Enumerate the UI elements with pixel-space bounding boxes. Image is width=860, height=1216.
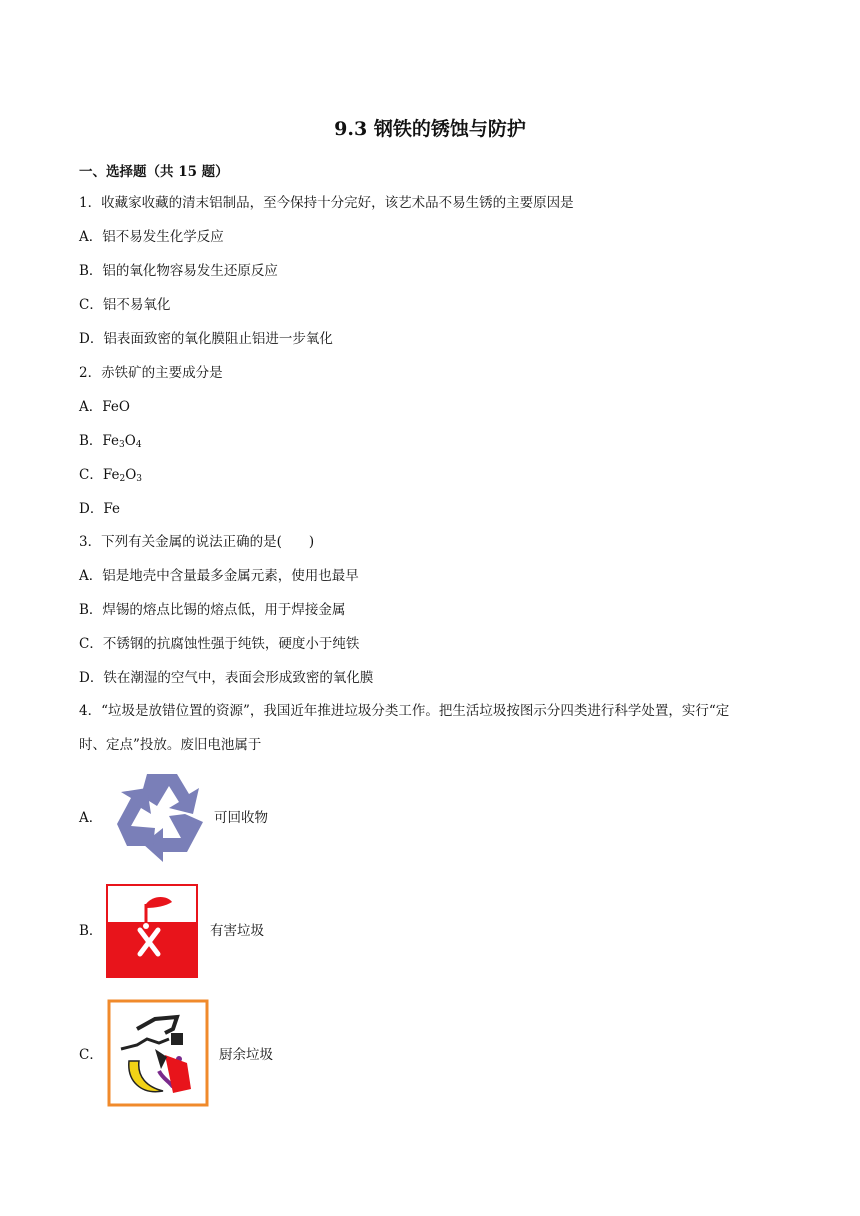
question-4-option-c-text: 厨余垃圾 xyxy=(219,1047,273,1063)
question-4-stem-line-1: 4．“垃圾是放错位置的资源”，我国近年推进垃圾分类工作。把生活垃圾按图示分四类进行科学处置，实行“定 xyxy=(79,703,730,719)
question-2-option-a: A．FeO xyxy=(79,399,130,415)
question-4-option-c-label: C． xyxy=(79,1047,103,1063)
question-4-stem-line-2: 时、定点”投放。废旧电池属于 xyxy=(79,737,262,753)
question-3-stem: 3．下列有关金属的说法正确的是( ) xyxy=(79,534,315,550)
question-2-option-b: B．$Fe_3O_4$ xyxy=(79,433,142,450)
recycle-icon xyxy=(107,766,213,862)
question-4-option-a-text: 可回收物 xyxy=(214,810,268,826)
question-4-option-a-label: A． xyxy=(79,810,103,826)
question-1-option-d: D．铝表面致密的氧化膜阻止铝进一步氧化 xyxy=(79,331,333,347)
question-1-stem: 1．收藏家收藏的清末铝制品，至今保持十分完好，该艺术品不易生锈的主要原因是 xyxy=(79,195,574,211)
question-3-option-a: A．铝是地壳中含量最多金属元素，使用也最早 xyxy=(79,568,359,584)
kitchen-waste-icon xyxy=(107,999,209,1107)
question-2-option-d: D．Fe xyxy=(79,501,120,517)
question-3-option-b: B．焊锡的熔点比锡的熔点低，用于焊接金属 xyxy=(79,602,346,618)
question-3-option-c: C．不锈钢的抗腐蚀性强于纯铁，硬度小于纯铁 xyxy=(79,636,360,652)
question-1-option-a: A．铝不易发生化学反应 xyxy=(79,229,224,245)
hazardous-waste-icon xyxy=(106,884,198,978)
question-1-option-b: B．铝的氧化物容易发生还原反应 xyxy=(79,263,278,279)
question-3-option-d: D．铁在潮湿的空气中，表面会形成致密的氧化膜 xyxy=(79,670,374,686)
question-1-option-c: C．铝不易氧化 xyxy=(79,297,171,313)
question-2-option-c: C．$Fe_2O_3$ xyxy=(79,467,142,484)
question-4-option-b-label: B． xyxy=(79,923,103,939)
section-heading: 一、选择题（共 15 题） xyxy=(79,164,229,180)
document-title: 9.3 钢铁的锈蚀与防护 xyxy=(334,118,526,140)
question-4-option-b-text: 有害垃圾 xyxy=(210,923,264,939)
question-2-stem: 2．赤铁矿的主要成分是 xyxy=(79,365,223,381)
